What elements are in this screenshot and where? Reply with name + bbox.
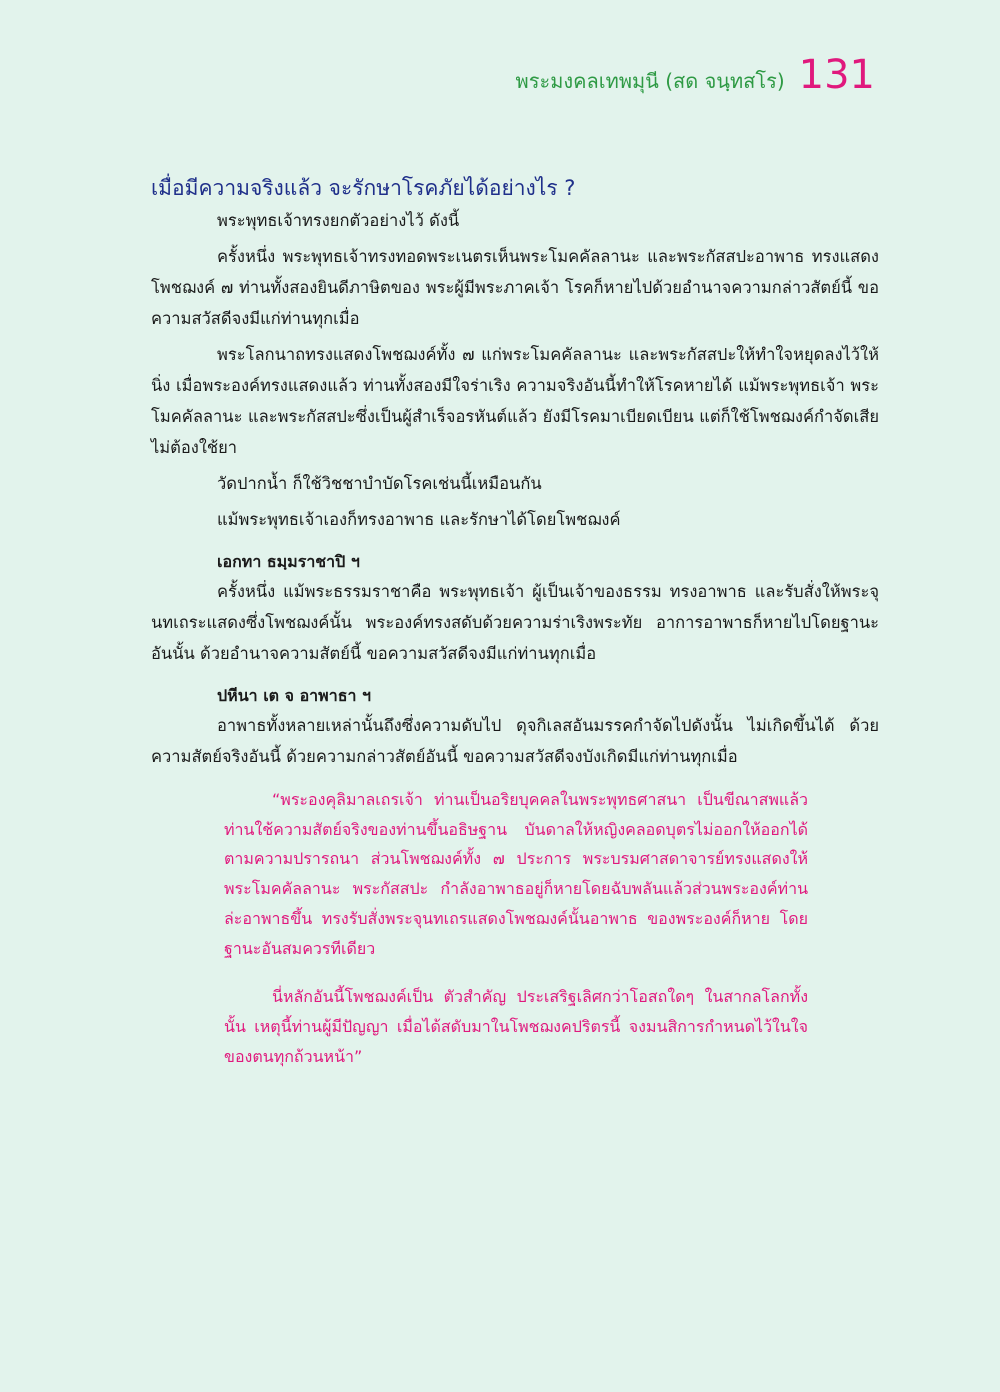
pali-subheading: เอกทา ธมฺมราชาปิ ฯ <box>217 552 360 571</box>
paragraph: ครั้งหนึ่ง แม้พระธรรมราชาคือ พระพุทธเจ้า ผู้เป็นเจ้าของธรรม ทรงอาพาธ และรับสั่งให้พระจุนทเถระแสดงซึ่งโพชฌงค์นั้น พระองค์ทรงสดับด้วยความร่าเริงพระทัย อาการอาพาธก็หายไปโดยฐานะอันนั้น ด้วยอำนาจความสัตย์นี้ ขอความสวัสดีจงมีแก่ท่านทุกเมื่อ <box>151 582 879 663</box>
pali-subheading: ปหีนา เต จ อาพาธา ฯ <box>217 686 371 705</box>
body-text <box>151 205 879 777</box>
paragraph: วัดปากน้ำ ก็ใช้วิชชาบำบัดโรคเช่นนี้เหมือนกัน <box>217 474 542 493</box>
section-heading: เมื่อมีความจริงแล้ว จะรักษาโรคภัยได้อย่างไร ? <box>151 176 576 200</box>
page-header <box>516 52 875 98</box>
running-title: พระมงคลเทพมุนี (สด จนฺทสโร) <box>515 69 785 93</box>
paragraph: พระโลกนาถทรงแสดงโพชฌงค์ทั้ง ๗ แก่พระโมคคัลลานะ และพระกัสสปะให้ทำใจหยุดลงไว้ให้ นิ่ง เมื่อพระองค์ทรงแสดงแล้ว ท่านทั้งสองมีใจร่าเริง ความจริงอันนี้ทำให้โรคหายได้ แม้พระพุทธเจ้า พระโมคคัลลานะ และพระกัสสปะซึ่งเป็นผู้สำเร็จอรหันต์แล้ว ยังมีโรคมาเบียดเบียน แต่ก็ใช้โพชฌงค์กำจัดเสียไม่ต้องใช้ยา <box>151 345 879 457</box>
quote-paragraph: “พระองคุลิมาลเถรเจ้า ท่านเป็นอริยบุคคลในพระพุทธศาสนา เป็นขีณาสพแล้ว ท่านใช้ความสัตย์จริงของท่านขึ้นอธิษฐาน บันดาลให้หญิงคลอดบุตรไม่ออกให้ออกได้ตามความปรารถนา ส่วนโพชฌงค์ทั้ง ๗ ประการ พระบรมศาสดาจารย์ทรงแสดงให้พระโมคคัลลานะ พระกัสสปะ กำลังอาพาธอยู่ก็หายโดยฉับพลันแล้วส่วนพระองค์ท่านล่ะอาพาธขึ้น ทรงรับสั่งพระจุนทเถรแสดงโพชฌงค์นั้นอาพาธ ของพระองค์ก็หาย โดยฐานะอันสมควรทีเดียว <box>224 790 808 958</box>
quote-block <box>224 785 808 1071</box>
paragraph: แม้พระพุทธเจ้าเองก็ทรงอาพาธ และรักษาได้โดยโพชฌงค์ <box>217 510 621 529</box>
paragraph: อาพาธทั้งหลายเหล่านั้นถึงซึ่งความดับไป ดุจกิเลสอันมรรคกำจัดไปดังนั้น ไม่เกิดขึ้นได้ ด้วยความสัตย์จริงอันนี้ ด้วยความกล่าวสัตย์อันนี้ ขอความสวัสดีจงบังเกิดมีแก่ท่านทุกเมื่อ <box>151 716 879 766</box>
paragraph: พระพุทธเจ้าทรงยกตัวอย่างไว้ ดังนี้ <box>217 211 460 230</box>
quote-paragraph: นี่หลักอันนี้โพชฌงค์เป็น ตัวสำคัญ ประเสริฐเลิศกว่าโอสถใดๆ ในสากลโลกทั้งนั้น เหตุนี้ท่านผู้มีปัญญา เมื่อได้สดับมาในโพชฌงคปริตรนี้ จงมนสิการกำหนดไว้ในใจของตนทุกถ้วนหน้า” <box>224 987 808 1066</box>
paragraph: ครั้งหนึ่ง พระพุทธเจ้าทรงทอดพระเนตรเห็นพระโมคคัลลานะ และพระกัสสปะอาพาธ ทรงแสดงโพชฌงค์ ๗ ท่านทั้งสองยินดีภาษิตของ พระผู้มีพระภาคเจ้า โรคก็หายไปด้วยอำนาจความกล่าวสัตย์นี้ ขอความสวัสดีจงมีแก่ท่านทุกเมื่อ <box>151 247 879 328</box>
page-number: 131 <box>798 52 875 98</box>
